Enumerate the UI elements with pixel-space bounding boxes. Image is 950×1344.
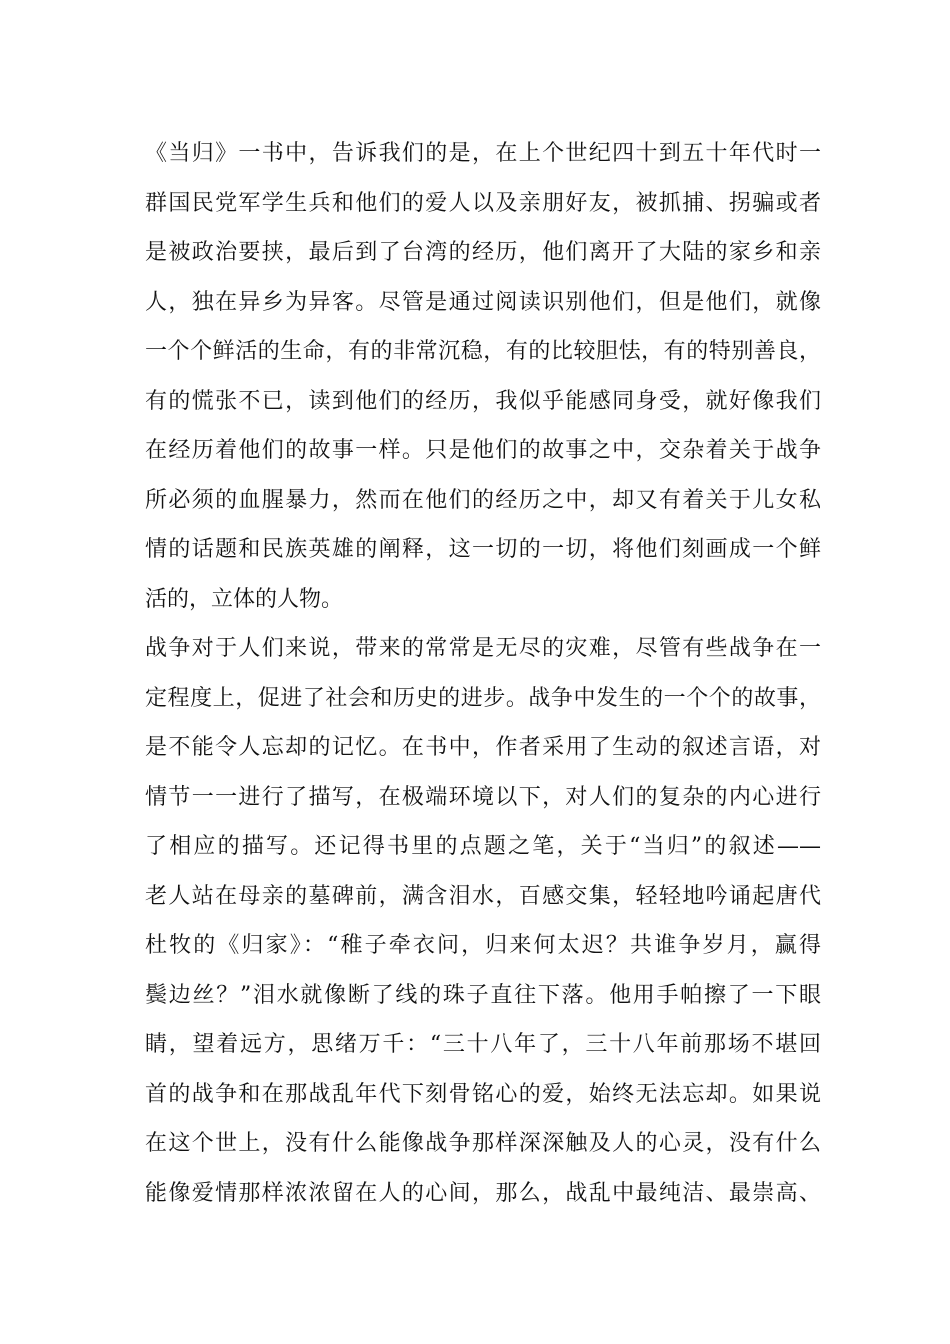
paragraph — [145, 624, 821, 1218]
text-line: 是被政治要挟，最后到了台湾的经历，他们离开了大陆的家乡和亲 — [145, 240, 821, 265]
paragraph — [145, 129, 821, 624]
document-body — [145, 129, 821, 1218]
text-line: 是不能令人忘却的记忆。在书中，作者采用了生动的叙述言语，对 — [145, 735, 821, 760]
text-line: 睛，望着远方，思绪万千：“三十八年了，三十八年前那场不堪回 — [145, 1032, 821, 1057]
text-line: 首的战争和在那战乱年代下刻骨铭心的爱，始终无法忘却。如果说 — [145, 1081, 821, 1107]
text-line: 有的慌张不已，读到他们的经历，我似乎能感同身受，就好像我们 — [145, 388, 821, 414]
text-line: 情的话题和民族英雄的阐释，这一切的一切，将他们刻画成一个鲜 — [145, 537, 821, 562]
text-line: 情节一一进行了描写，在极端环境以下，对人们的复杂的内心进行 — [145, 784, 821, 810]
text-line: 战争对于人们来说，带来的常常是无尽的灾难，尽管有些战争在一 — [145, 636, 821, 661]
text-line: 定程度上，促进了社会和历史的进步。战争中发生的一个个的故事， — [145, 685, 821, 711]
text-line: 《当归》一书中，告诉我们的是，在上个世纪四十到五十年代时一 — [145, 141, 821, 166]
text-line: 杜牧的《归家》：“稚子牵衣问，归来何太迟？共谁争岁月，赢得 — [145, 933, 821, 958]
text-line: 人，独在异乡为异客。尽管是通过阅读识别他们，但是他们，就像 — [145, 289, 821, 315]
text-line: 在这个世上，没有什么能像战争那样深深触及人的心灵，没有什么 — [145, 1131, 821, 1156]
text-line: 群国民党军学生兵和他们的爱人以及亲朋好友，被抓捕、拐骗或者 — [145, 190, 821, 216]
text-line: 老人站在母亲的墓碑前，满含泪水，百感交集，轻轻地吟诵起唐代 — [145, 883, 821, 909]
text-line: 在经历着他们的故事一样。只是他们的故事之中，交杂着关于战争 — [145, 438, 821, 463]
text-line: 鬓边丝？”泪水就像断了线的珠子直往下落。他用手帕擦了一下眼 — [145, 982, 821, 1008]
text-line: 一个个鲜活的生命，有的非常沉稳，有的比较胆怯，有的特别善良， — [145, 339, 821, 364]
text-line: 了相应的描写。还记得书里的点题之笔，关于“当归”的叙述—— — [145, 834, 821, 859]
text-line: 能像爱情那样浓浓留在人的心间，那么，战乱中最纯洁、最崇高、 — [145, 1180, 821, 1206]
text-line: 所必须的血腥暴力，然而在他们的经历之中，却又有着关于儿女私 — [145, 487, 821, 513]
text-line: 活的，立体的人物。 — [145, 586, 344, 612]
